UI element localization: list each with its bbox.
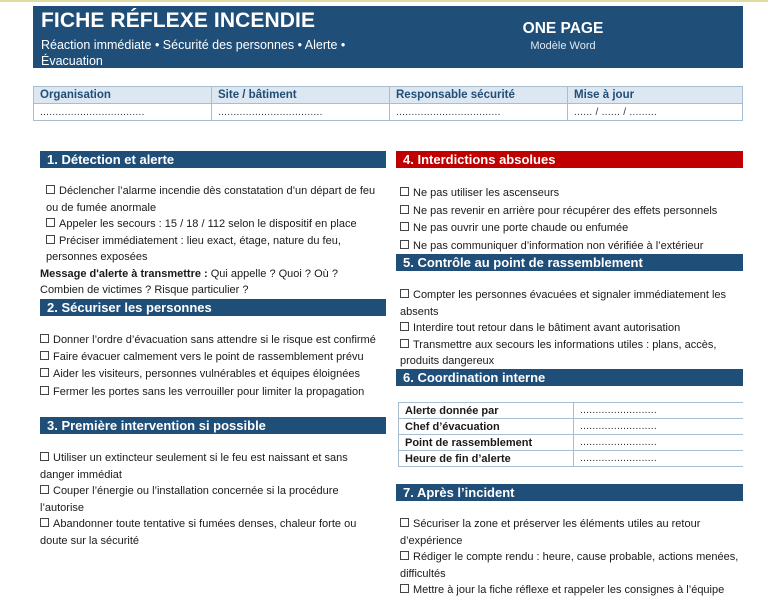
section-2-list [40, 332, 386, 400]
checkbox-icon[interactable] [400, 584, 409, 593]
checklist-item-text: Transmettre aux secours les informations utiles : plans, accès, produits dangereux [400, 338, 717, 367]
coordination-row [399, 419, 744, 435]
checkbox-icon[interactable] [46, 185, 55, 194]
checkbox-icon[interactable] [400, 322, 409, 331]
checklist-item-text: Sécuriser la zone et préserver les éléments utiles au retour d’expérience [400, 518, 701, 547]
checklist-item[interactable] [40, 233, 380, 266]
checkbox-icon[interactable] [400, 518, 409, 527]
section-3-list [40, 450, 380, 549]
page-top-border [0, 0, 768, 2]
checklist-item[interactable] [40, 384, 386, 401]
section-3-header: 3. Première intervention si possible [40, 417, 386, 434]
site-field[interactable]: .................................. [212, 104, 390, 121]
coordination-label: Chef d’évacuation [399, 419, 574, 435]
checklist-item-text: Aider les visiteurs, personnes vulnérables et équipes éloignées [53, 368, 360, 380]
checklist-item-text: Fermer les portes sans les verrouiller pour limiter la propagation [53, 385, 365, 398]
chef-evacuation-field[interactable]: ......................... [574, 419, 744, 435]
checkbox-icon[interactable] [400, 205, 409, 214]
section-1-list [40, 183, 380, 299]
checkbox-icon[interactable] [400, 222, 409, 231]
checklist-item-text: Préciser immédiatement : lieu exact, étage, nature du feu, personnes exposées [46, 234, 341, 263]
checkbox-icon[interactable] [400, 240, 409, 249]
alert-message [40, 266, 380, 299]
checkbox-icon[interactable] [40, 452, 49, 461]
checklist-item-text: Rédiger le compte rendu : heure, cause probable, actions menées, difficultés [400, 551, 739, 580]
checklist-item[interactable] [40, 450, 380, 483]
section-1-header: 1. Détection et alerte [40, 151, 386, 168]
document-title: FICHE RÉFLEXE INCENDIE [41, 9, 316, 32]
checklist-item-text: Ne pas ouvrir une porte chaude ou enfumée [413, 222, 629, 234]
alerte-donnee-par-field[interactable]: ......................... [574, 403, 744, 419]
checklist-item[interactable] [400, 220, 745, 237]
model-label: Modèle Word [530, 40, 596, 52]
point-rassemblement-field[interactable]: ......................... [574, 435, 744, 451]
checkbox-icon[interactable] [40, 386, 49, 395]
checkbox-icon[interactable] [46, 235, 55, 244]
checklist-item[interactable] [40, 349, 386, 366]
checkbox-icon[interactable] [40, 368, 49, 377]
checklist-item[interactable] [400, 582, 740, 599]
meta-header-responsable: Responsable sécurité [390, 87, 568, 104]
meta-header-site: Site / bâtiment [212, 87, 390, 104]
checklist-item-text: Ne pas utiliser les ascenseurs [413, 187, 560, 199]
alert-message-label: Message d'alerte à transmettre : [40, 267, 208, 280]
checkbox-icon[interactable] [400, 187, 409, 196]
meta-header-row [34, 87, 743, 104]
coordination-row [399, 435, 744, 451]
checklist-item[interactable] [40, 516, 380, 549]
coordination-label: Alerte donnée par [399, 403, 574, 419]
meta-header-organisation: Organisation [34, 87, 212, 104]
coordination-table [398, 402, 743, 467]
heure-fin-alerte-field[interactable]: ......................... [574, 451, 744, 467]
checklist-item[interactable] [40, 366, 386, 383]
checklist-item-text: Faire évacuer calmement vers le point de rassemblement prévu [53, 350, 364, 363]
section-4-list [400, 185, 745, 254]
checklist-item[interactable] [40, 183, 380, 216]
document-subtitle: Réaction immédiate • Sécurité des personnes • Alerte • Évacuation [41, 38, 346, 68]
section-5-list [400, 287, 740, 370]
checkbox-icon[interactable] [40, 351, 49, 360]
checklist-item-text: Mettre à jour la fiche réflexe et rappeler les consignes à l’équipe [413, 584, 725, 596]
meta-table [33, 86, 743, 121]
coordination-row [399, 403, 744, 419]
checkbox-icon[interactable] [40, 485, 49, 494]
responsable-field[interactable]: .................................. [390, 104, 568, 121]
checklist-item[interactable] [400, 516, 740, 549]
coordination-row [399, 451, 744, 467]
checkbox-icon[interactable] [46, 218, 55, 227]
one-page-badge: ONE PAGE [522, 20, 604, 37]
checkbox-icon[interactable] [400, 551, 409, 560]
checklist-item-text: Compter les personnes évacuées et signaler immédiatement les absents [400, 289, 727, 318]
alert-message-text: Qui appelle ? Quoi ? Où ? Combien de victimes ? Risque particulier ? [40, 267, 338, 296]
checkbox-icon[interactable] [400, 289, 409, 298]
section-7-list [400, 516, 740, 599]
checklist-item-text: Donner l’ordre d’évacuation sans attendre si le risque est confirmé [53, 334, 376, 346]
checklist-item-text: Couper l’énergie ou l’installation concernée si la procédure l’autorise [40, 485, 339, 514]
section-7-header: 7. Après l’incident [396, 484, 743, 501]
checklist-item-text: Appeler les secours : 15 / 18 / 112 selon le dispositif en place [59, 218, 357, 230]
checkbox-icon[interactable] [40, 334, 49, 343]
meta-value-row [34, 104, 743, 121]
coordination-label: Point de rassemblement [399, 435, 574, 451]
checklist-item-text: Déclencher l’alarme incendie dès constatation d’un départ de feu ou de fumée anormale [46, 185, 376, 214]
checklist-item-text: Abandonner toute tentative si fumées denses, chaleur forte ou doute sur la sécurité [40, 518, 357, 547]
section-4-header: 4. Interdictions absolues [396, 151, 743, 168]
checklist-item[interactable] [400, 203, 745, 220]
section-6-header: 6. Coordination interne [396, 369, 743, 386]
checklist-item[interactable] [400, 320, 740, 337]
header-banner [33, 6, 743, 68]
checkbox-icon[interactable] [40, 518, 49, 527]
checklist-item-text: Ne pas revenir en arrière pour récupérer des effets personnels [413, 204, 718, 217]
section-5-header: 5. Contrôle au point de rassemblement [396, 254, 743, 271]
organisation-field[interactable]: .................................. [34, 104, 212, 121]
checklist-item[interactable] [400, 549, 740, 582]
checklist-item[interactable] [40, 332, 386, 349]
date-field[interactable]: ...... / ...... / ......... [568, 104, 743, 121]
checklist-item[interactable] [40, 216, 380, 233]
checklist-item-text: Interdire tout retour dans le bâtiment avant autorisation [413, 322, 681, 334]
checklist-item[interactable] [400, 238, 745, 255]
checklist-item[interactable] [400, 185, 745, 202]
meta-header-mise-a-jour: Mise à jour [568, 87, 743, 104]
checklist-item[interactable] [400, 337, 740, 370]
checkbox-icon[interactable] [400, 339, 409, 348]
coordination-label: Heure de fin d’alerte [399, 451, 574, 467]
checklist-item[interactable] [40, 483, 380, 516]
section-2-header: 2. Sécuriser les personnes [40, 299, 386, 316]
checklist-item[interactable] [400, 287, 740, 320]
checklist-item-text: Utiliser un extincteur seulement si le feu est naissant et sans danger immédiat [40, 452, 348, 481]
checklist-item-text: Ne pas communiquer d’information non vérifiée à l’extérieur [413, 239, 704, 252]
